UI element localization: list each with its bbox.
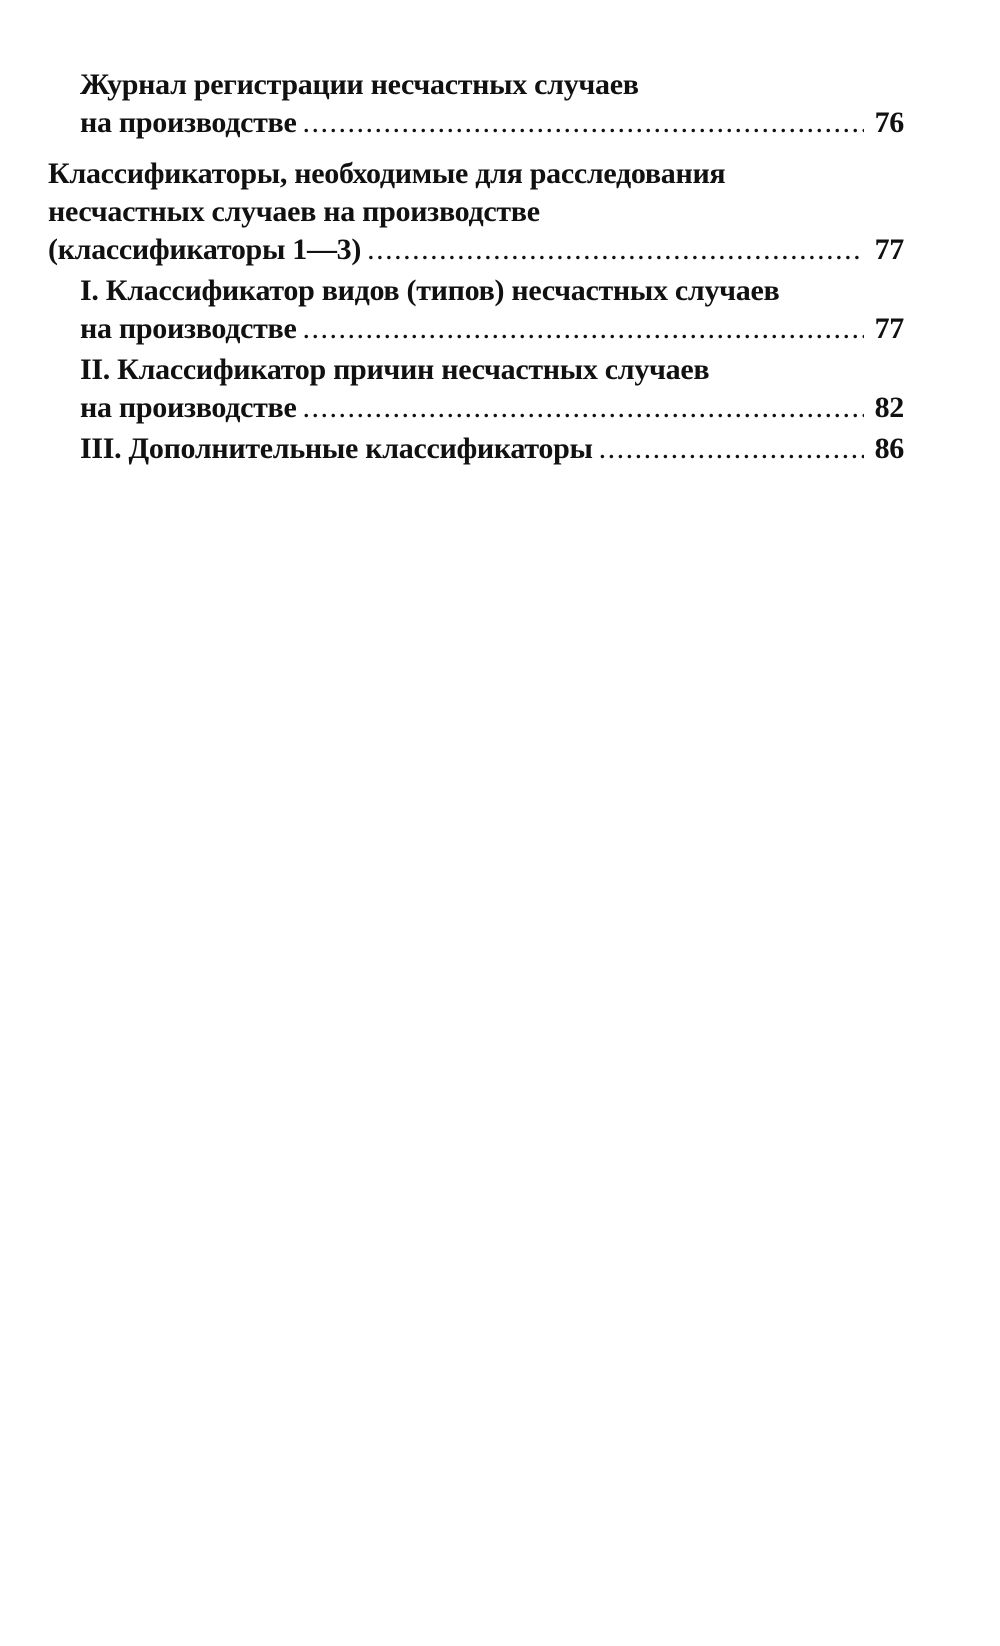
toc-entry-title-last-line: III. Дополнительные классификаторы bbox=[80, 432, 593, 465]
toc-entry-title-line: Классификаторы, необходимые для расследования bbox=[48, 157, 726, 190]
toc-leader-line bbox=[80, 104, 904, 142]
toc-page-number: 77 bbox=[874, 312, 904, 345]
toc-leader-line bbox=[80, 310, 904, 348]
toc-entry-title-line: I. Классификатор видов (типов) несчастных случаев bbox=[80, 274, 780, 307]
toc-entry-classifier-types bbox=[48, 272, 904, 348]
dot-leader bbox=[599, 430, 864, 468]
toc-entry-title-line: Журнал регистрации несчастных случаев bbox=[80, 68, 639, 101]
toc-entry-accident-log bbox=[48, 66, 904, 142]
toc-entry-title-last-line: (классификаторы 1—3) bbox=[48, 233, 362, 266]
toc-entry-title-last-line: на производстве bbox=[80, 312, 297, 345]
toc-leader-line bbox=[80, 430, 904, 468]
toc-page-number: 76 bbox=[874, 106, 904, 139]
dot-leader bbox=[302, 310, 864, 348]
toc-entry-title-line: II. Классификатор причин несчастных случаев bbox=[80, 353, 710, 386]
toc-entry-title-last-line: на производстве bbox=[80, 106, 297, 139]
toc-entry-classifiers bbox=[48, 155, 904, 269]
toc-page-number: 86 bbox=[874, 432, 904, 465]
toc-entry-classifier-causes bbox=[48, 351, 904, 427]
toc-page-number: 82 bbox=[874, 391, 904, 424]
dot-leader bbox=[367, 231, 864, 269]
toc-entry-additional-classifiers bbox=[48, 430, 904, 468]
toc-entry-title-line: несчастных случаев на производстве bbox=[48, 195, 540, 228]
table-of-contents bbox=[48, 66, 904, 468]
dot-leader bbox=[302, 389, 864, 427]
toc-leader-line bbox=[80, 389, 904, 427]
toc-page-number: 77 bbox=[874, 233, 904, 266]
dot-leader bbox=[302, 104, 864, 142]
toc-leader-line bbox=[48, 231, 904, 269]
toc-entry-title-last-line: на производстве bbox=[80, 391, 297, 424]
